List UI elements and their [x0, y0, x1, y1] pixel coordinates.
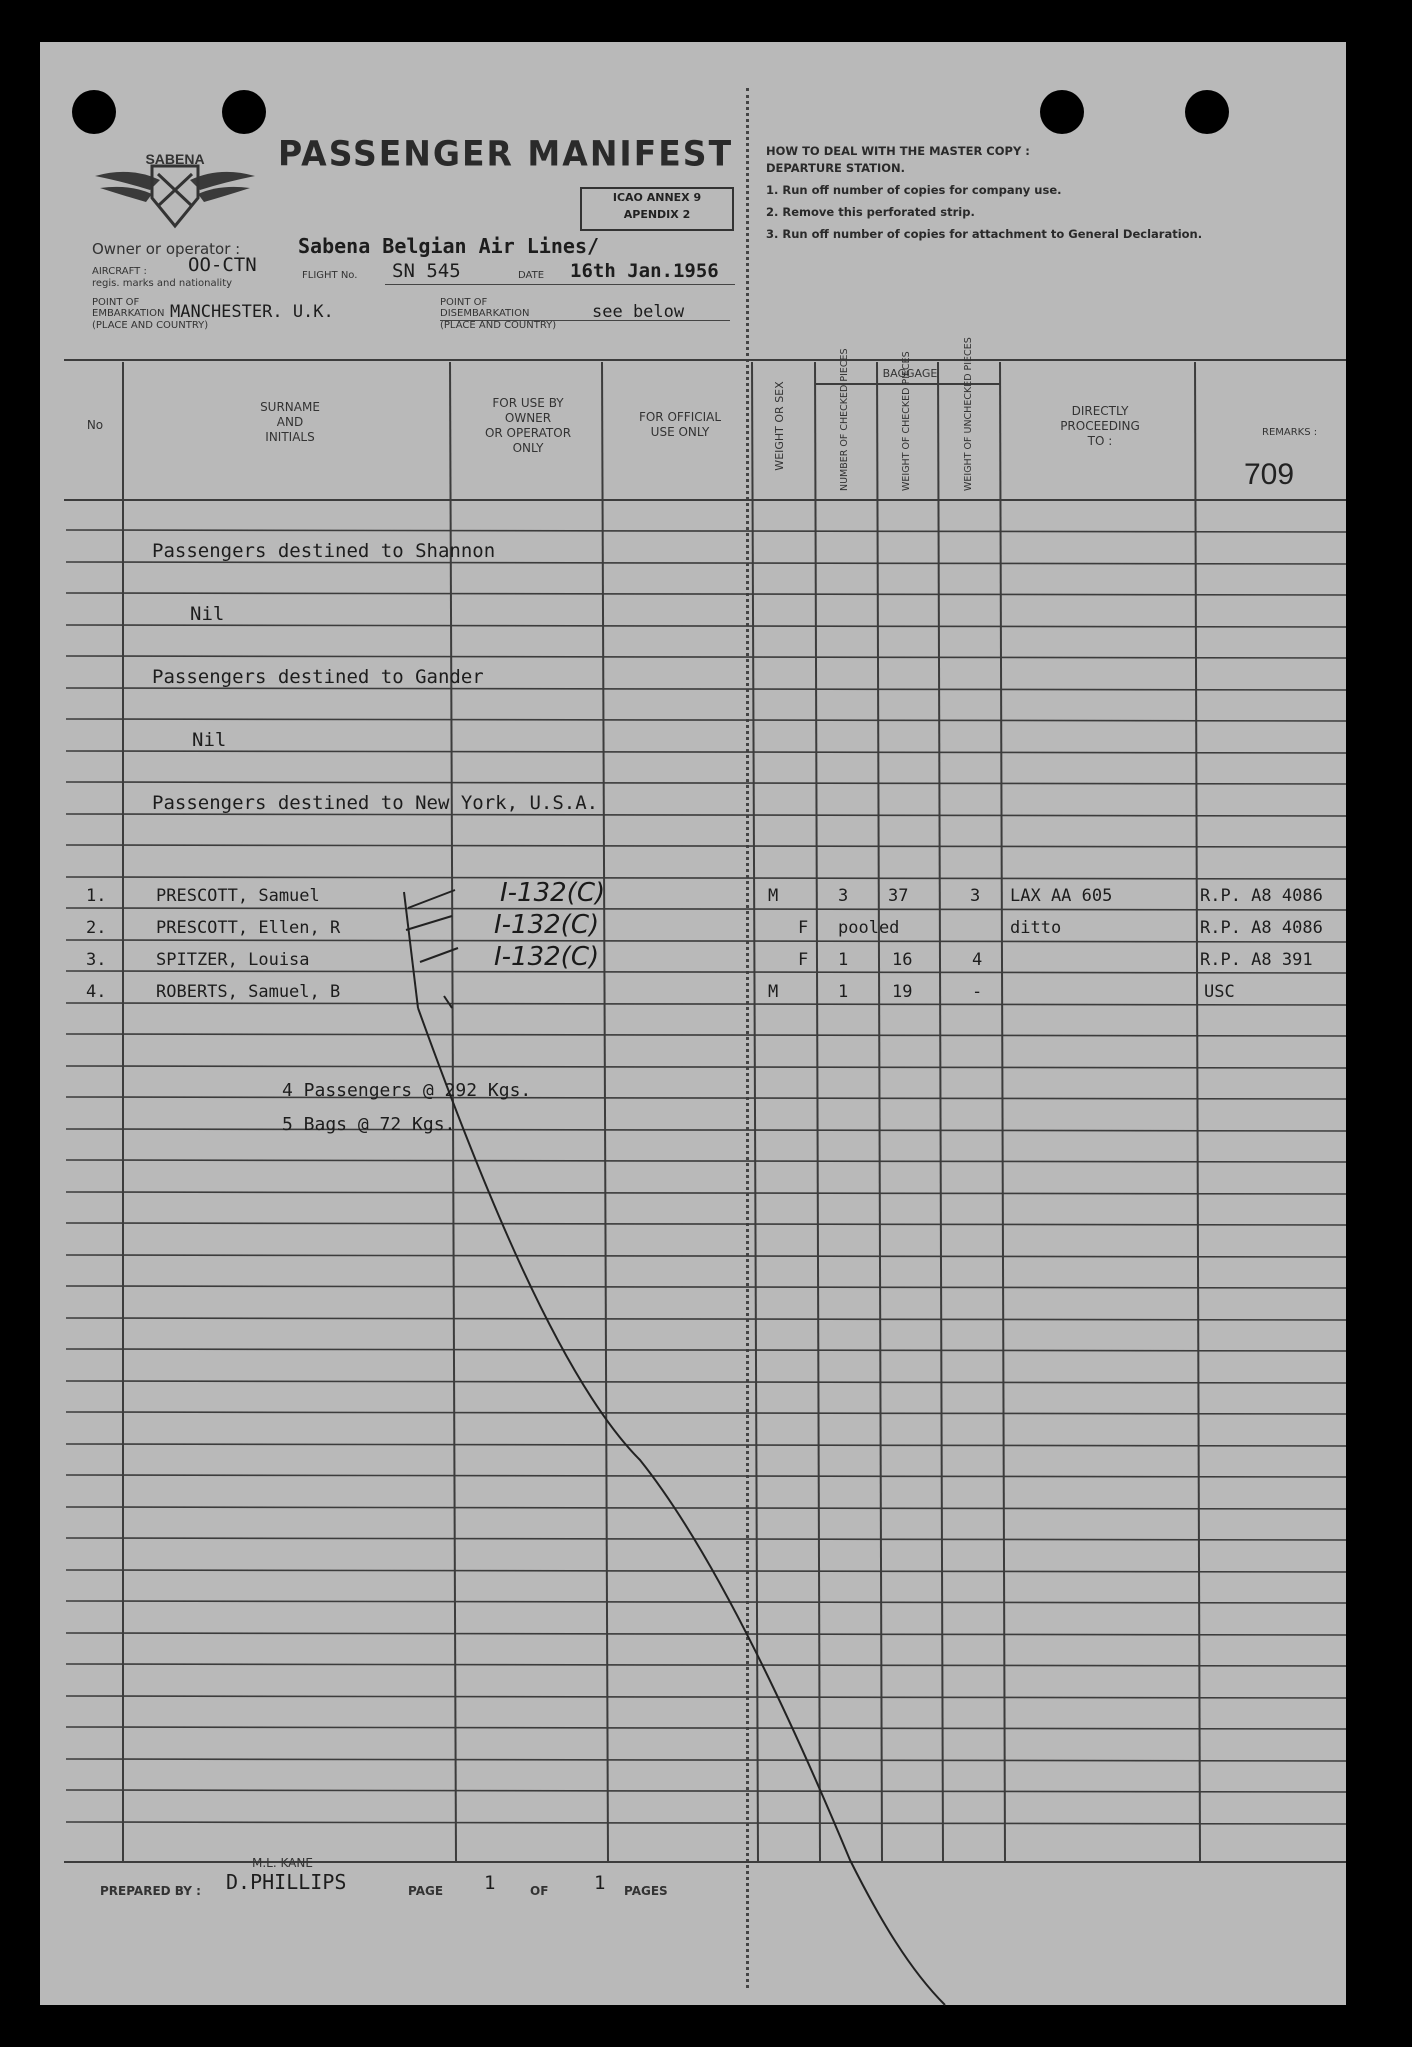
col-official-use-line: FOR OFFICIAL [638, 410, 722, 424]
col-remarks: REMARKS : [1262, 427, 1318, 438]
col-directly [1010, 404, 1190, 449]
page-value: 1 [484, 1872, 496, 1894]
col-owner-use-line: OWNER [504, 411, 552, 425]
col-directly-line: PROCEEDING [1060, 419, 1140, 433]
of-label: OF [530, 1884, 549, 1898]
row-code: I-132(C) [500, 878, 606, 908]
ruled-row-line [66, 877, 1346, 879]
totals-bags: 5 Bags @ 72 Kgs. [282, 1114, 456, 1135]
col-surname-line: AND [276, 415, 304, 429]
row-unchecked: 4 [972, 950, 983, 970]
embark-label-2: EMBARKATION [92, 308, 165, 319]
ruled-row-line [66, 1255, 1346, 1257]
col-weight-checked: WEIGHT OF CHECKED PIECES [901, 351, 912, 491]
row-name: SPITZER, Louisa [156, 950, 310, 970]
ruled-row-line [66, 1664, 1346, 1666]
of-value: 1 [594, 1872, 606, 1894]
ruled-row-line [66, 656, 1346, 658]
disembark-sub-label: (PLACE AND COUNTRY) [440, 320, 557, 331]
row-name: PRESCOTT, Samuel [156, 886, 320, 906]
icao-line-2: APENDIX 2 [623, 208, 691, 221]
col-baggage: BAGGAGE [882, 367, 938, 380]
instruction-item: 2. Remove this perforated strip. [766, 205, 975, 219]
ruled-row-line [66, 1223, 1346, 1225]
row-sex: F [798, 918, 809, 938]
ruled-row-line [66, 625, 1346, 627]
ruled-row-line [66, 1160, 1346, 1162]
ruled-row-line [66, 1507, 1346, 1509]
col-directly-line: DIRECTLY [1071, 404, 1129, 418]
ruled-row-line [66, 751, 1346, 753]
col-no: No [86, 418, 104, 432]
ruled-row-line [66, 1034, 1346, 1036]
ruled-row-line [66, 1286, 1346, 1288]
prepared-by-value: D.PHILLIPS [226, 1870, 347, 1894]
row-no: 2. [86, 918, 107, 938]
row-weight: 37 [888, 886, 909, 906]
col-owner-use-line: FOR USE BY [492, 396, 564, 410]
ruled-row-line [66, 719, 1346, 721]
row-remarks: R.P. A8 4086 [1200, 886, 1323, 906]
row-no: 1. [86, 886, 107, 906]
ruled-row-line [66, 814, 1346, 816]
date-value: 16th Jan.1956 [570, 260, 719, 282]
section-heading: Passengers destined to Gander [152, 666, 484, 688]
row-pieces: pooled [838, 918, 900, 938]
date-label: DATE [518, 270, 545, 281]
col-owner-use-line: OR OPERATOR [484, 426, 572, 440]
col-official-use [610, 410, 750, 440]
section-heading: Passengers destined to Shannon [152, 540, 496, 562]
section-note: Nil [192, 729, 227, 751]
row-sex: F [798, 950, 809, 970]
ruled-row-line [66, 1129, 1346, 1131]
row-pieces: 1 [838, 982, 849, 1002]
row-name: ROBERTS, Samuel, B [156, 982, 341, 1002]
col-surname-line: SURNAME [260, 400, 320, 414]
remarks-number: 709 [1244, 458, 1295, 491]
row-unchecked: - [972, 982, 983, 1002]
ruled-row-line [66, 1727, 1346, 1729]
col-weight-sex: WEIGHT OR SEX [773, 381, 786, 471]
col-owner-use [458, 396, 598, 456]
embark-sub-label: (PLACE AND COUNTRY) [92, 320, 209, 331]
row-proceeding: ditto [1010, 918, 1062, 938]
row-code: I-132(C) [494, 910, 600, 940]
ruled-row-line [66, 530, 1346, 532]
row-no: 3. [86, 950, 107, 970]
ruled-row-line [66, 1570, 1346, 1572]
logo-text: SABENA [145, 151, 205, 167]
row-weight: 16 [892, 950, 913, 970]
instruction-item: 1. Run off number of copies for company use. [766, 183, 1062, 197]
ruled-row-line [66, 782, 1346, 784]
row-unchecked: 3 [970, 886, 981, 906]
document-title: PASSENGER MANIFEST [278, 133, 734, 174]
icao-line-1: ICAO ANNEX 9 [612, 191, 702, 204]
row-remarks: R.P. A8 391 [1200, 950, 1313, 970]
embark-value: MANCHESTER. U.K. [170, 302, 334, 322]
prepared-annotation: M.L. KANE [252, 1856, 313, 1870]
ruled-row-line [66, 971, 1346, 973]
row-name: PRESCOTT, Ellen, R [156, 918, 341, 938]
disembark-value: see below [592, 302, 685, 322]
ruled-row-line [66, 688, 1346, 690]
section-heading: Passengers destined to New York, U.S.A. [152, 792, 599, 814]
aircraft-label: AIRCRAFT : [92, 266, 147, 277]
section-note: Nil [190, 603, 225, 625]
ruled-row-line [66, 908, 1346, 910]
prepared-by-label: PREPARED BY : [100, 1884, 201, 1898]
owner-value: Sabena Belgian Air Lines/ [298, 234, 600, 258]
instruction-item: 3. Run off number of copies for attachment to General Declaration. [766, 227, 1203, 241]
ruled-row-line [66, 1633, 1346, 1635]
ruled-row-line [66, 1696, 1346, 1698]
row-weight: 19 [892, 982, 913, 1002]
ruled-row-line [66, 1759, 1346, 1761]
ruled-row-line [66, 1066, 1346, 1068]
ruled-row-line [66, 1318, 1346, 1320]
row-code: I-132(C) [494, 942, 600, 972]
row-pieces: 1 [838, 950, 849, 970]
ruled-row-line [66, 1444, 1346, 1446]
row-remarks: R.P. A8 4086 [1200, 918, 1323, 938]
ruled-row-line [66, 562, 1346, 564]
disembark-label-2: DISEMBARKATION [440, 308, 530, 319]
col-surname [200, 400, 380, 445]
ruled-row-line [66, 1412, 1346, 1414]
owner-label: Owner or operator : [92, 240, 241, 258]
disembark-label-1: POINT OF [440, 297, 488, 308]
ruled-row-line [66, 1538, 1346, 1540]
col-surname-line: INITIALS [265, 430, 315, 444]
ruled-row-line [66, 845, 1346, 847]
col-official-use-line: USE ONLY [650, 425, 710, 439]
ruled-row-line [66, 1822, 1346, 1824]
ruled-row-line [66, 1192, 1346, 1194]
ruled-row-line [66, 1790, 1346, 1792]
ruled-row-line [66, 593, 1346, 595]
pages-label: PAGES [624, 1884, 668, 1898]
aircraft-sub-label: regis. marks and nationality [92, 278, 233, 289]
row-remarks: USC [1204, 982, 1235, 1002]
col-num-checked: NUMBER OF CHECKED PIECES [839, 348, 850, 491]
ruled-row-line [66, 1003, 1346, 1005]
ruled-row-line [66, 1381, 1346, 1383]
instructions-subheading: DEPARTURE STATION. [766, 161, 906, 175]
ruled-row-line [66, 1097, 1346, 1099]
col-owner-use-line: ONLY [512, 441, 544, 455]
ruled-row-line [66, 1349, 1346, 1351]
row-proceeding: LAX AA 605 [1010, 886, 1113, 906]
col-directly-line: TO : [1087, 434, 1113, 448]
ruled-row-line [66, 940, 1346, 942]
row-pieces: 3 [838, 886, 849, 906]
ruled-row-line [66, 1601, 1346, 1603]
row-sex: M [768, 982, 779, 1002]
row-sex: M [768, 886, 779, 906]
flight-value: SN 545 [392, 260, 461, 282]
page-label: PAGE [408, 1884, 444, 1898]
col-weight-unchecked: WEIGHT OF UNCHECKED PIECES [963, 337, 974, 491]
embark-label-1: POINT OF [92, 297, 140, 308]
instructions-heading: HOW TO DEAL WITH THE MASTER COPY : [766, 144, 1030, 158]
totals-passengers: 4 Passengers @ 292 Kgs. [282, 1080, 532, 1101]
flight-label: FLIGHT No. [302, 270, 358, 281]
ruled-row-line [66, 1475, 1346, 1477]
aircraft-value: OO-CTN [188, 254, 257, 276]
row-no: 4. [86, 982, 107, 1002]
